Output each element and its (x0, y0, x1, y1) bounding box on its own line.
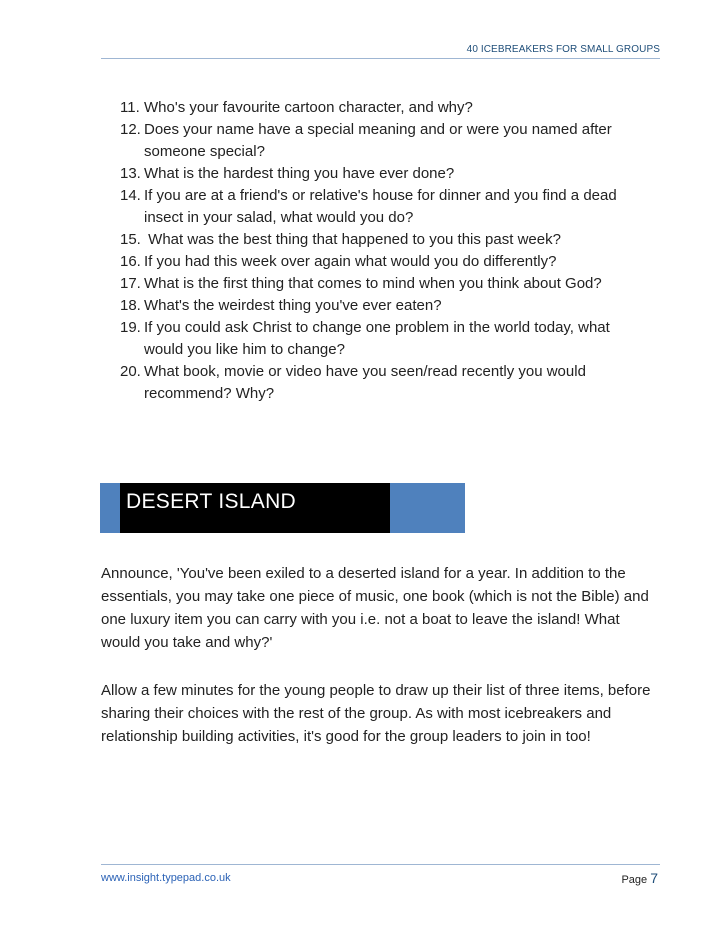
page-label: Page (621, 874, 648, 886)
page-number: 7 (650, 870, 658, 886)
item-text: What book, movie or video have you seen/read recently you would recommend? Why? (144, 363, 586, 402)
body-paragraph: Announce, 'You've been exiled to a deserted island for a year. In addition to the essentials, you may take one piece of music, one book (which is not the Bible) and one luxury item you can carry with you i.e. not a boat to leave the island! What would you take and why?' (101, 565, 649, 651)
list-item (120, 361, 640, 405)
question-list (120, 97, 640, 405)
item-number: 19. (120, 319, 141, 336)
page-indicator (621, 870, 658, 886)
item-text: If you could ask Christ to change one problem in the world today, what would you like him to change? (144, 319, 610, 358)
list-item (120, 295, 640, 317)
body-paragraph: Allow a few minutes for the young people to draw up their list of three items, before sharing their choices with the rest of the group. As with most icebreakers and relationship building activities, it's good for the group leaders to join in too! (101, 682, 651, 745)
list-item (120, 163, 640, 185)
section-heading: DESERT ISLAND (126, 490, 297, 513)
item-text: If you are at a friend's or relative's house for dinner and you find a dead insect in your salad, what would you do? (144, 187, 617, 226)
footer-divider (101, 864, 660, 865)
item-number: 20. (120, 363, 141, 380)
item-number: 16. (120, 253, 141, 270)
item-text: What is the hardest thing you have ever done? (144, 165, 455, 182)
item-text: What is the first thing that comes to mind when you think about God? (144, 275, 602, 292)
list-item (120, 185, 640, 229)
item-number: 14. (120, 187, 141, 204)
item-number: 17. (120, 275, 141, 292)
item-text: If you had this week over again what would you do differently? (144, 253, 557, 270)
list-item (120, 119, 640, 163)
list-item (120, 229, 640, 251)
item-number: 15. (120, 231, 141, 248)
list-item (120, 317, 640, 361)
header-title: 40 ICEBREAKERS FOR SMALL GROUPS (466, 44, 660, 55)
item-number: 11. (120, 99, 140, 116)
item-text: Who's your favourite cartoon character, and why? (144, 99, 473, 116)
item-text: Does your name have a special meaning and or were you named after someone special? (144, 121, 612, 160)
item-text: What was the best thing that happened to you this past week? (144, 231, 561, 248)
item-number: 13. (120, 165, 141, 182)
list-item (120, 273, 640, 295)
item-text: What's the weirdest thing you've ever eaten? (144, 297, 442, 314)
footer-website-link[interactable]: www.insight.typepad.co.uk (101, 872, 231, 884)
list-item (120, 251, 640, 273)
list-item (120, 97, 640, 119)
item-number: 18. (120, 297, 141, 314)
header-divider (101, 58, 660, 59)
item-number: 12. (120, 121, 141, 138)
